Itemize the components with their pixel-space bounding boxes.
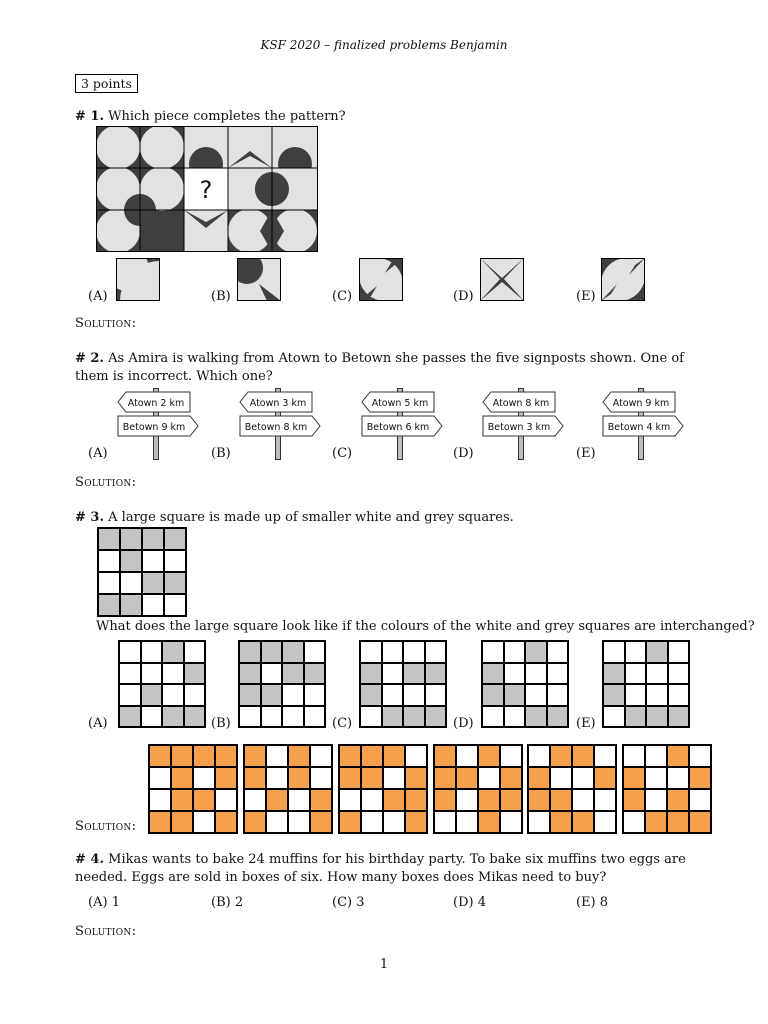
option-grid-c	[359, 640, 447, 728]
original-grid	[97, 527, 187, 617]
grid-cell	[304, 706, 326, 728]
grid-cell	[304, 684, 326, 706]
grid-cell	[288, 767, 310, 789]
grid-cell	[184, 641, 206, 663]
p2-option-c-label[interactable]: (C)	[332, 446, 353, 461]
sign-bottom-label: Betown 3 km	[487, 422, 551, 433]
grid-cell	[434, 745, 456, 767]
grid-cell	[310, 811, 332, 833]
grid-cell	[668, 684, 690, 706]
grid-cell	[184, 684, 206, 706]
grid-cell	[689, 811, 711, 833]
signpost-e	[601, 390, 687, 440]
option-grid-d	[481, 640, 569, 728]
p4-option-e-label: (E)	[576, 895, 596, 910]
grid-cell	[261, 684, 283, 706]
grid-cell	[528, 789, 550, 811]
problem-2-question	[75, 350, 695, 386]
grid-cell	[215, 789, 237, 811]
grid-cell	[282, 684, 304, 706]
grid-cell	[119, 641, 141, 663]
grid-cell	[478, 811, 500, 833]
grid-cell	[215, 811, 237, 833]
grid-cell	[403, 684, 425, 706]
grid-cell	[667, 767, 689, 789]
solution-grid-6	[622, 744, 712, 834]
grid-cell	[550, 767, 572, 789]
signpost-d	[481, 390, 567, 440]
grid-cell	[141, 706, 163, 728]
grid-cell	[98, 572, 120, 594]
p1-option-c-piece[interactable]	[359, 258, 403, 301]
grid-cell	[142, 528, 164, 550]
p4-option-a-value: 1	[111, 895, 120, 910]
grid-cell	[339, 811, 361, 833]
grid-cell	[120, 550, 142, 572]
p4-option-d-value: 4	[477, 895, 486, 910]
grid-cell	[550, 745, 572, 767]
grid-cell	[623, 745, 645, 767]
grid-cell	[164, 550, 186, 572]
grid-cell	[572, 789, 594, 811]
grid-cell	[504, 684, 526, 706]
grid-cell	[382, 641, 404, 663]
grid-cell	[244, 789, 266, 811]
p3-option-c-label[interactable]: (C)	[332, 716, 353, 731]
grid-cell	[525, 641, 547, 663]
p3-option-d-label[interactable]: (D)	[453, 716, 474, 731]
grid-cell	[120, 594, 142, 616]
grid-cell	[361, 811, 383, 833]
grid-cell	[339, 745, 361, 767]
grid-cell	[689, 789, 711, 811]
grid-cell	[266, 745, 288, 767]
grid-cell	[360, 663, 382, 685]
grid-cell	[282, 641, 304, 663]
grid-cell	[667, 745, 689, 767]
p4-option-e-value: 8	[599, 895, 609, 910]
grid-cell	[149, 789, 171, 811]
grid-cell	[261, 706, 283, 728]
grid-cell	[266, 811, 288, 833]
grid-cell	[425, 706, 447, 728]
grid-cell	[667, 811, 689, 833]
grid-cell	[339, 767, 361, 789]
p3-option-b-label[interactable]: (B)	[211, 716, 231, 731]
option-grid-e	[602, 640, 690, 728]
grid-cell	[382, 706, 404, 728]
grid-cell	[339, 789, 361, 811]
grid-cell	[184, 706, 206, 728]
grid-cell	[383, 789, 405, 811]
grid-cell	[361, 745, 383, 767]
problem-1-number: # 1.	[75, 109, 104, 124]
page-number: 1	[379, 957, 389, 972]
grid-cell	[668, 641, 690, 663]
grid-cell	[646, 663, 668, 685]
grid-cell	[361, 789, 383, 811]
grid-cell	[193, 789, 215, 811]
grid-cell	[244, 811, 266, 833]
solution-grid-3	[338, 744, 428, 834]
p2-option-a-label[interactable]: (A)	[88, 446, 108, 461]
p1-option-a-piece[interactable]	[116, 258, 160, 301]
problem-4-number: # 4.	[75, 852, 104, 867]
grid-cell	[478, 745, 500, 767]
problem-1-question	[75, 108, 346, 126]
p4-option-b-value: 2	[234, 895, 244, 910]
p1-option-d-label[interactable]: (D)	[453, 289, 474, 304]
grid-cell	[164, 594, 186, 616]
grid-cell	[141, 684, 163, 706]
grid-cell	[646, 706, 668, 728]
grid-cell	[667, 789, 689, 811]
grid-cell	[141, 663, 163, 685]
grid-cell	[383, 745, 405, 767]
problem-3-question	[75, 509, 514, 527]
grid-cell	[547, 641, 569, 663]
grid-cell	[482, 684, 504, 706]
grid-cell	[425, 684, 447, 706]
grid-cell	[645, 811, 667, 833]
grid-cell	[403, 663, 425, 685]
signpost-b	[238, 390, 324, 440]
grid-cell	[668, 663, 690, 685]
grid-cell	[360, 641, 382, 663]
grid-cell	[282, 706, 304, 728]
grid-cell	[405, 767, 427, 789]
grid-cell	[184, 663, 206, 685]
p1-option-c-label[interactable]: (C)	[332, 289, 353, 304]
grid-cell	[119, 684, 141, 706]
grid-cell	[171, 789, 193, 811]
p1-option-e-label[interactable]: (E)	[576, 289, 596, 304]
grid-cell	[215, 745, 237, 767]
p4-option-c-value: 3	[356, 895, 365, 910]
grid-cell	[456, 789, 478, 811]
grid-cell	[623, 811, 645, 833]
grid-cell	[361, 767, 383, 789]
problem-2-text: As Amira is walking from Atown to Betown she passes the five signposts shown. One of them is incorrect. Which one?	[75, 351, 684, 384]
grid-cell	[120, 572, 142, 594]
p1-option-e-piece[interactable]	[601, 258, 645, 301]
problem-3-text2: What does the large square look like if the colours of the white and grey squares are interchanged?	[96, 619, 755, 634]
grid-cell	[623, 789, 645, 811]
grid-cell	[625, 684, 647, 706]
sign-top-label: Atown 9 km	[612, 398, 670, 409]
grid-cell	[525, 663, 547, 685]
grid-cell	[119, 706, 141, 728]
signpost-c	[360, 390, 446, 440]
page-header: KSF 2020 – finalized problems Benjamin	[260, 38, 508, 52]
grid-cell	[603, 641, 625, 663]
p4-option-d-label: (D)	[453, 895, 474, 910]
p2-option-b-label[interactable]: (B)	[211, 446, 231, 461]
grid-cell	[456, 745, 478, 767]
problem-3-text: A large square is made up of smaller white and grey squares.	[108, 510, 514, 525]
grid-cell	[434, 767, 456, 789]
sign-top-label: Atown 3 km	[249, 398, 307, 409]
p4-option-a-label: (A)	[88, 895, 108, 910]
grid-cell	[434, 789, 456, 811]
grid-cell	[162, 706, 184, 728]
p1-option-b-label[interactable]: (B)	[211, 289, 231, 304]
grid-cell	[572, 745, 594, 767]
grid-cell	[288, 811, 310, 833]
grid-cell	[193, 811, 215, 833]
grid-cell	[162, 641, 184, 663]
grid-cell	[603, 663, 625, 685]
grid-cell	[594, 789, 616, 811]
p4-option-c[interactable]	[332, 895, 365, 910]
p4-option-d[interactable]	[453, 895, 486, 910]
grid-cell	[261, 641, 283, 663]
grid-cell	[547, 663, 569, 685]
grid-cell	[482, 641, 504, 663]
p4-option-c-label: (C)	[332, 895, 353, 910]
grid-cell	[689, 767, 711, 789]
grid-cell	[456, 811, 478, 833]
p1-solution-label: Solution:	[75, 316, 137, 331]
grid-cell	[547, 684, 569, 706]
grid-cell	[310, 767, 332, 789]
grid-cell	[482, 706, 504, 728]
p2-option-e-label[interactable]: (E)	[576, 446, 596, 461]
p4-option-e[interactable]	[576, 895, 608, 910]
grid-cell	[244, 767, 266, 789]
sign-bottom-label: Betown 4 km	[607, 422, 671, 433]
grid-cell	[646, 641, 668, 663]
p2-option-d-label[interactable]: (D)	[453, 446, 474, 461]
grid-cell	[500, 789, 522, 811]
grid-cell	[500, 767, 522, 789]
grid-cell	[478, 767, 500, 789]
grid-cell	[528, 767, 550, 789]
grid-cell	[405, 745, 427, 767]
grid-cell	[310, 745, 332, 767]
grid-cell	[594, 767, 616, 789]
grid-cell	[603, 684, 625, 706]
p4-solution-label: Solution:	[75, 924, 137, 939]
grid-cell	[162, 684, 184, 706]
p4-option-b-label: (B)	[211, 895, 231, 910]
grid-cell	[403, 706, 425, 728]
grid-cell	[310, 789, 332, 811]
sign-bottom-label: Betown 6 km	[366, 422, 430, 433]
grid-cell	[244, 745, 266, 767]
grid-cell	[142, 572, 164, 594]
sign-top-label: Atown 2 km	[127, 398, 185, 409]
grid-cell	[261, 663, 283, 685]
grid-cell	[383, 767, 405, 789]
grid-cell	[119, 663, 141, 685]
grid-cell	[215, 767, 237, 789]
grid-cell	[425, 641, 447, 663]
sign-top-label: Atown 5 km	[371, 398, 429, 409]
grid-cell	[171, 811, 193, 833]
grid-cell	[403, 641, 425, 663]
grid-cell	[645, 789, 667, 811]
grid-cell	[149, 811, 171, 833]
grid-cell	[594, 745, 616, 767]
grid-cell	[193, 767, 215, 789]
grid-cell	[425, 663, 447, 685]
grid-cell	[500, 745, 522, 767]
grid-cell	[525, 684, 547, 706]
grid-cell	[149, 745, 171, 767]
grid-cell	[360, 706, 382, 728]
grid-cell	[98, 528, 120, 550]
grid-cell	[304, 663, 326, 685]
p3-option-e-label[interactable]: (E)	[576, 716, 596, 731]
problem-4-question	[75, 851, 705, 887]
grid-cell	[645, 767, 667, 789]
p4-option-b[interactable]	[211, 895, 243, 910]
pattern-figure	[96, 126, 318, 252]
p3-option-a-label[interactable]: (A)	[88, 716, 108, 731]
problem-1-text: Which piece completes the pattern?	[108, 109, 346, 124]
grid-cell	[288, 789, 310, 811]
solution-grid-1	[148, 744, 238, 834]
grid-cell	[164, 528, 186, 550]
grid-cell	[164, 572, 186, 594]
grid-cell	[288, 745, 310, 767]
grid-cell	[142, 550, 164, 572]
grid-cell	[98, 550, 120, 572]
problem-3-number: # 3.	[75, 510, 104, 525]
grid-cell	[239, 641, 261, 663]
solution-grid-4	[433, 744, 523, 834]
p3-solution-label: Solution:	[75, 819, 137, 834]
grid-cell	[405, 811, 427, 833]
problem-2-number: # 2.	[75, 351, 104, 366]
grid-cell	[500, 811, 522, 833]
grid-cell	[550, 789, 572, 811]
grid-cell	[668, 706, 690, 728]
grid-cell	[504, 641, 526, 663]
p1-option-a-label[interactable]: (A)	[88, 289, 108, 304]
grid-cell	[266, 789, 288, 811]
grid-cell	[382, 684, 404, 706]
grid-cell	[478, 789, 500, 811]
grid-cell	[434, 811, 456, 833]
grid-cell	[120, 528, 142, 550]
grid-cell	[171, 767, 193, 789]
grid-cell	[550, 811, 572, 833]
grid-cell	[623, 767, 645, 789]
grid-cell	[383, 811, 405, 833]
problem-4-text: Mikas wants to bake 24 muffins for his birthday party. To bake six muffins two eggs are needed. Eggs are sold in boxes of six. How many boxes does Mikas need to buy?	[75, 852, 686, 885]
grid-cell	[149, 767, 171, 789]
sign-bottom-label: Betown 9 km	[122, 422, 186, 433]
grid-cell	[239, 706, 261, 728]
grid-cell	[162, 663, 184, 685]
grid-cell	[625, 663, 647, 685]
grid-cell	[625, 641, 647, 663]
grid-cell	[645, 745, 667, 767]
p4-option-a[interactable]	[88, 895, 120, 910]
grid-cell	[382, 663, 404, 685]
sign-top-label: Atown 8 km	[492, 398, 550, 409]
grid-cell	[282, 663, 304, 685]
solution-grid-5	[527, 744, 617, 834]
grid-cell	[405, 789, 427, 811]
grid-cell	[141, 641, 163, 663]
p1-option-d-piece[interactable]	[480, 258, 524, 301]
grid-cell	[625, 706, 647, 728]
grid-cell	[525, 706, 547, 728]
grid-cell	[142, 594, 164, 616]
grid-cell	[98, 594, 120, 616]
sign-bottom-label: Betown 8 km	[244, 422, 308, 433]
grid-cell	[594, 811, 616, 833]
grid-cell	[171, 745, 193, 767]
p2-solution-label: Solution:	[75, 475, 137, 490]
grid-cell	[547, 706, 569, 728]
grid-cell	[504, 663, 526, 685]
signpost-a	[116, 390, 202, 440]
grid-cell	[572, 811, 594, 833]
grid-cell	[239, 663, 261, 685]
solution-grid-2	[243, 744, 333, 834]
grid-cell	[504, 706, 526, 728]
grid-cell	[603, 706, 625, 728]
grid-cell	[689, 745, 711, 767]
grid-cell	[456, 767, 478, 789]
grid-cell	[572, 767, 594, 789]
grid-cell	[528, 745, 550, 767]
grid-cell	[304, 641, 326, 663]
grid-cell	[360, 684, 382, 706]
grid-cell	[239, 684, 261, 706]
grid-cell	[266, 767, 288, 789]
option-grid-a	[118, 640, 206, 728]
grid-cell	[646, 684, 668, 706]
points-box: 3 points	[75, 74, 138, 93]
option-grid-b	[238, 640, 326, 728]
grid-cell	[482, 663, 504, 685]
grid-cell	[193, 745, 215, 767]
question-mark: ?	[199, 176, 213, 204]
grid-cell	[528, 811, 550, 833]
p1-option-b-piece[interactable]	[237, 258, 281, 301]
